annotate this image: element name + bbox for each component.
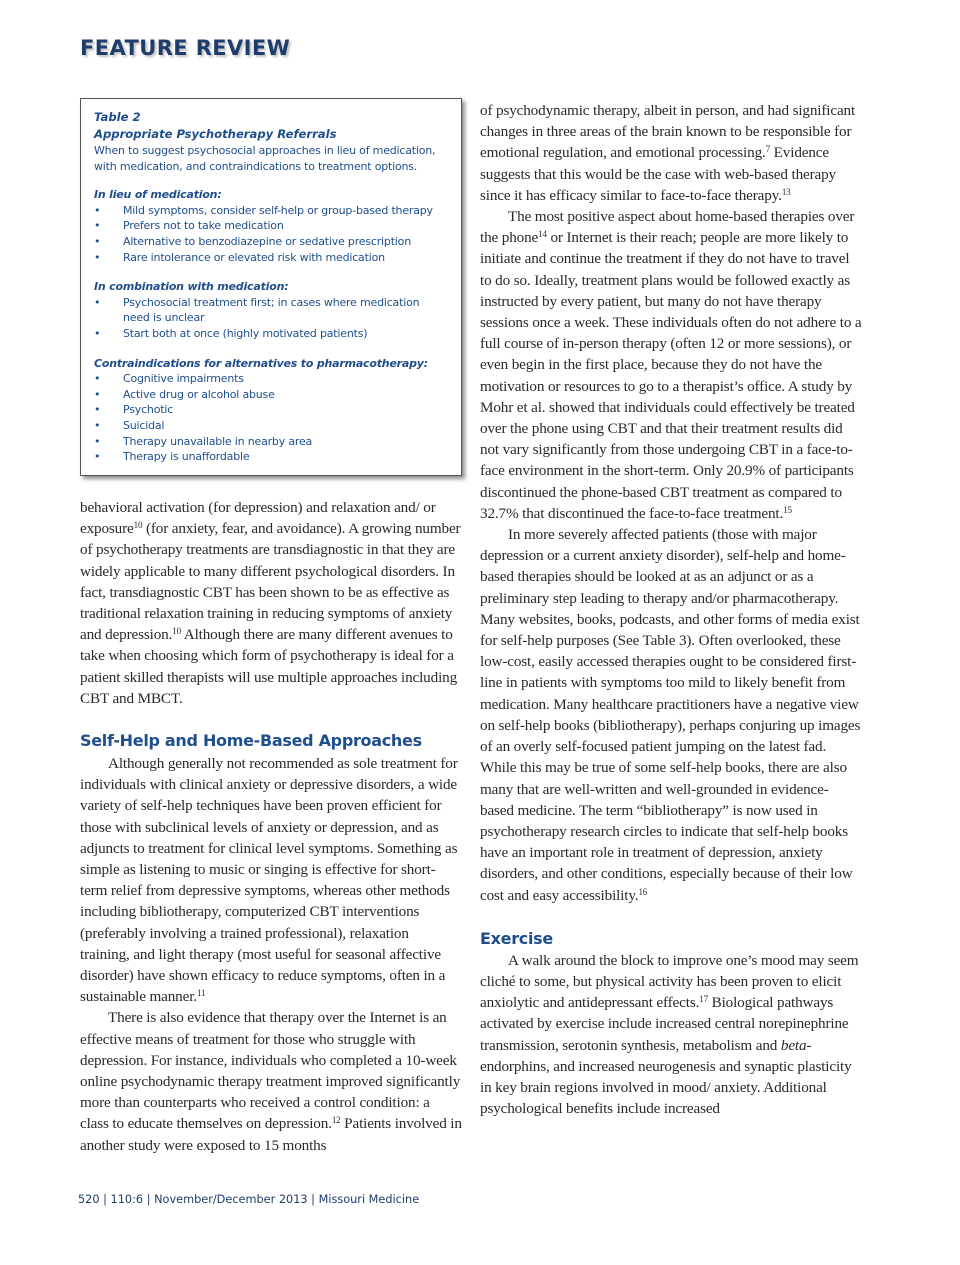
list-item: • Start both at once (highly motivated patients): [94, 326, 368, 340]
list-item: • Alternative to benzodiazepine or sedative prescription: [94, 234, 411, 248]
table-section-list: [94, 203, 449, 265]
table-2-box: [80, 98, 462, 476]
list-item: • Active drug or alcohol abuse: [94, 387, 275, 401]
citation: 10: [172, 626, 181, 637]
table-description: When to suggest psychosocial approaches in lieu of medication, with medication, and contraindications to treatment options.: [94, 144, 436, 173]
citation: 11: [196, 988, 206, 999]
list-item: • Prefers not to take medication: [94, 219, 284, 233]
table-label: Table 2: [94, 110, 141, 124]
section-heading-exercise: Exercise: [480, 928, 553, 948]
list-item: • Psychotic: [94, 403, 174, 417]
body-paragraph: In more severely affected patients (those with major depression or a current anxiety disorder), self-help and home-based therapies should be looked at as an adjunct or as a preliminary step leading to therapy and/or pharmacotherapy. Many websites, books, podcasts, and other forms of media exist for self-help purposes (See Table 3). Often overlooked, these low-cost, easily accessed therapies ought to be considered first-line in patients with symptoms too mild to likely benefit from medication. Many healthcare practitioners have a negative view on self-help books (bibliotherapy), perhaps conjuring up images of an overly self-focused patient jumping on the latest fad. While this may be true of some self-help books, there are also many that are well-written and well-grounded in evidence-based medicine. The term “bibliotherapy” is now used in psychotherapy research circles to indicate that self-help books have an important role in treatment of depression, anxiety disorders, and other conditions, especially because of their low cost and easy accessibility.$^{16}$: [480, 526, 861, 904]
table-section-heading: In lieu of medication:: [94, 188, 222, 202]
citation: 17: [699, 994, 708, 1005]
body-paragraph: There is also evidence that therapy over the Internet is an effective means of treatment for those who struggle with depression. For instance, individuals who completed a 10-week online psychodynamic therapy treatment improved significantly more than counterparts who received a control condition: a class to educate themselves on depression.$^{12}$ Patients involved in another study were exposed to 15 months: [80, 1009, 462, 1154]
list-item: • Psychosocial treatment first; in cases where medication need is unclear: [94, 295, 420, 325]
body-paragraph: The most positive aspect about home-based therapies over the phone$^{14}$ or Internet is their reach; people are more likely to initiate and continue the treatment if they do not have to travel to do so. Ideally, treatment plans would be followed exactly as instructed by every patient, but many do not have therapy sessions once a week. These individuals often do not adhere to a full course of in-person therapy (often 12 or more sessions), or even begin in the first place, because they do not have the motivation or resources to go to a therapist’s office. A study by Mohr et al. showed that individuals could effectively be treated over the phone using CBT and that their treatment results did not vary significantly from those undergoing CBT in a face-to-face environment in the short-term. Only 20.9% of participants discontinued the phone-based CBT treatment as compared to 32.7% that discontinued the face-to-face treatment.$^{15}$: [480, 208, 862, 522]
citation: 7: [765, 144, 771, 155]
section-heading-self-help: Self-Help and Home-Based Approaches: [80, 731, 422, 751]
list-item: • Cognitive impairments: [94, 372, 244, 386]
table-title: Appropriate Psychotherapy Referrals: [94, 127, 337, 141]
table-section-list: [94, 371, 449, 465]
page-footer: 520 | 110:6 | November/December 2013 | Missouri Medicine: [78, 1193, 420, 1206]
body-paragraph: Although generally not recommended as sole treatment for individuals with clinical anxiety or depressive disorders, a wide variety of self-help techniques have been proven efficient for those with subclinical levels of anxiety or depression, and as adjuncts to treatment for clinical level symptoms. Something as simple as listening to music or singing is effective for short-term relief from depressive symptoms, whereas other methods including bibliotherapy, computerized CBT interventions (preferably involving a trained professional), relaxation training, and light therapy (most useful for seasonal affective disorder) have shown efficacy to reduce symptoms, often in a sustainable manner.$^{11}$: [80, 755, 458, 1006]
citation: 10: [133, 520, 143, 531]
running-header: FEATURE REVIEW: [80, 36, 291, 60]
citation: 15: [783, 504, 792, 515]
citation: 14: [538, 229, 547, 240]
citation: 16: [638, 886, 648, 897]
list-item: • Rare intolerance or elevated risk with medication: [94, 250, 385, 264]
body-paragraph: behavioral activation (for depression) and relaxation and/ or exposure$^{10}$ (for anxiety, fear, and avoidance). A growing number of psychotherapy treatments are transdiagnostic in that they are widely applicable to many different psychological disorders. In fact, transdiagnostic CBT has been shown to be as effective as traditional relaxation training in reducing symptoms of anxiety and depression.$^{10}$ Although there are many different avenues to take when choosing which form of psychotherapy is ideal for a patient skilled therapists will use multiple approaches including CBT and MBCT.: [80, 499, 461, 707]
table-section-list: [94, 295, 449, 342]
list-item: • Mild symptoms, consider self-help or group-based therapy: [94, 203, 433, 217]
list-item: • Therapy unavailable in nearby area: [94, 434, 313, 448]
body-paragraph: of psychodynamic therapy, albeit in person, and had significant changes in three areas of the brain known to be responsible for emotional regulation, and emotional processing.$^7$ Evidence suggests that this would be the case with web-based therapy since it has efficacy similar to face-to-face therapy.$^{13}$: [480, 102, 856, 204]
citation: 13: [781, 186, 791, 197]
list-item: • Therapy is unaffordable: [94, 450, 250, 464]
table-section-heading: Contraindications for alternatives to pharmacotherapy:: [94, 356, 428, 370]
citation: 12: [331, 1115, 341, 1126]
right-column: [480, 100, 862, 1119]
left-column: [80, 497, 462, 1156]
table-section-heading: In combination with medication:: [94, 280, 289, 294]
list-item: • Suicidal: [94, 418, 165, 432]
body-paragraph: A walk around the block to improve one’s mood may seem cliché to some, but physical activity has been proven to elicit anxiolytic and antidepressant effects.$^{17}$ Biological pathways activated by exercise include increased central norepinephrine transmission, serotonin synthesis, metabolism and beta-endorphins, and increased neurogenesis and synaptic plasticity in key brain regions involved in mood/ anxiety. Additional psychological benefits include increased: [480, 951, 859, 1118]
